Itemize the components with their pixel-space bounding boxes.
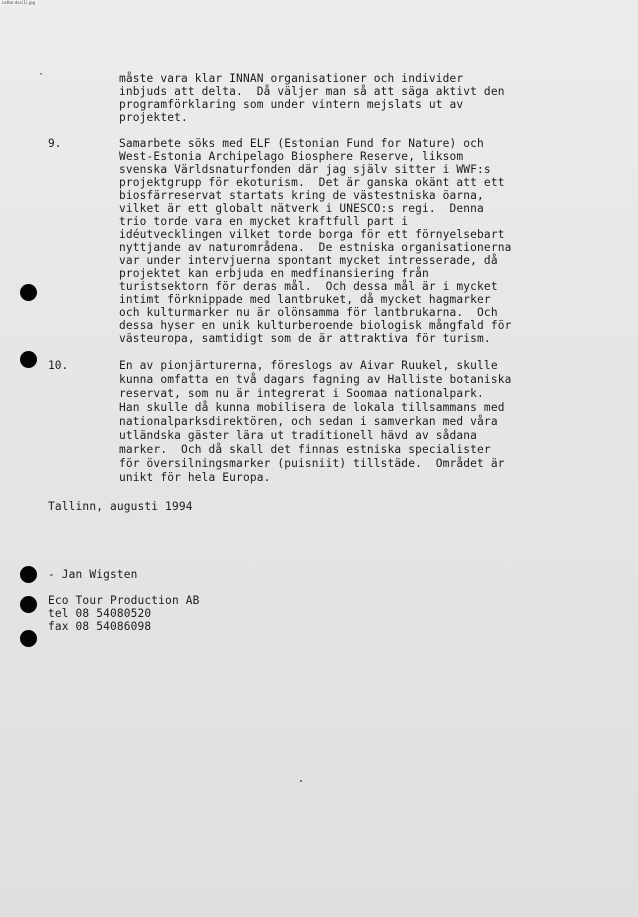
text-line: vilket är ett globalt nätverk i UNESCO:s regi. Denna — [119, 202, 484, 215]
text-line: idéutvecklingen vilket torde borga för ett förnyelsebart — [119, 228, 505, 241]
text-line: biosfärreservat startats kring de västestniska öarna, — [119, 189, 484, 202]
item-number: 10. — [48, 359, 69, 372]
phone-number: tel 08 54080520 — [48, 607, 152, 620]
text-line: projektet kan erbjuda en medfinansiering från — [119, 267, 429, 280]
text-line: utländska gäster lära ut traditionell hävd av sådana — [119, 429, 478, 442]
speck — [300, 780, 302, 782]
text-line: var under intervjuerna spontant mycket intresserade, då — [119, 254, 498, 267]
text-line: svenska Världsnaturfonden där jag själv sitter i WWF:s — [119, 163, 491, 176]
text-line: turistsektorn för deras mål. Och dessa mål är i mycket — [119, 280, 498, 293]
text-line: intimt förknippade med lantbruket, då mycket hagmarker — [119, 293, 491, 306]
text-line: måste vara klar INNAN organisationer och individer — [119, 72, 464, 85]
text-line: dessa hyser en unik kulturberoende biologisk mångfald för — [119, 319, 512, 332]
punch-hole — [20, 630, 37, 647]
header-label: Letter.doc(1).jpg — [2, 0, 36, 5]
text-line: västeuropa, samtidigt som de är attraktiva för turism. — [119, 332, 491, 345]
text-line: Samarbete söks med ELF (Estonian Fund for Nature) och — [119, 137, 484, 150]
signature: - Jan Wigsten — [48, 568, 138, 581]
company-name: Eco Tour Production AB — [48, 594, 200, 607]
punch-hole — [20, 351, 37, 368]
text-line: projektgrupp för ekoturism. Det är ganska okänt att ett — [119, 176, 505, 189]
text-line: reservat, som nu är integrerat i Soomaa nationalpark. — [119, 387, 484, 400]
text-line: marker. Och då skall det finnas estniska specialister — [119, 443, 491, 456]
text-line: kunna omfatta en två dagars fagning av Halliste botaniska — [119, 373, 512, 386]
place-date: Tallinn, augusti 1994 — [48, 500, 193, 513]
fax-number: fax 08 54086098 — [48, 620, 152, 633]
text-line: programförklaring som under vintern mejslats ut av — [119, 98, 464, 111]
punch-hole — [20, 596, 37, 613]
punch-hole — [20, 284, 37, 301]
margin-mark: · — [38, 69, 45, 80]
text-line: trio torde vara en mycket kraftfull part i — [119, 215, 409, 228]
text-line: och kulturmarker nu är olönsamma för lantbrukarna. Och — [119, 306, 498, 319]
item-number: 9. — [48, 137, 62, 150]
text-line: inbjuds att delta. Då väljer man så att säga aktivt den — [119, 85, 505, 98]
text-line: för översilningsmarker (puisniit) tillstäde. Området är — [119, 457, 505, 470]
text-line: nyttjande av naturområdena. De estniska organisationerna — [119, 241, 512, 254]
text-line: Han skulle då kunna mobilisera de lokala tillsammans med — [119, 401, 505, 414]
text-line: nationalparksdirektören, och sedan i samverkan med våra — [119, 415, 498, 428]
text-line: West-Estonia Archipelago Biosphere Reserve, liksom — [119, 150, 464, 163]
text-line: En av pionjärturerna, föreslogs av Aivar Ruukel, skulle — [119, 359, 498, 372]
punch-hole — [20, 566, 37, 583]
text-line: projektet. — [119, 111, 188, 124]
text-line: unikt för hela Europa. — [119, 471, 271, 484]
